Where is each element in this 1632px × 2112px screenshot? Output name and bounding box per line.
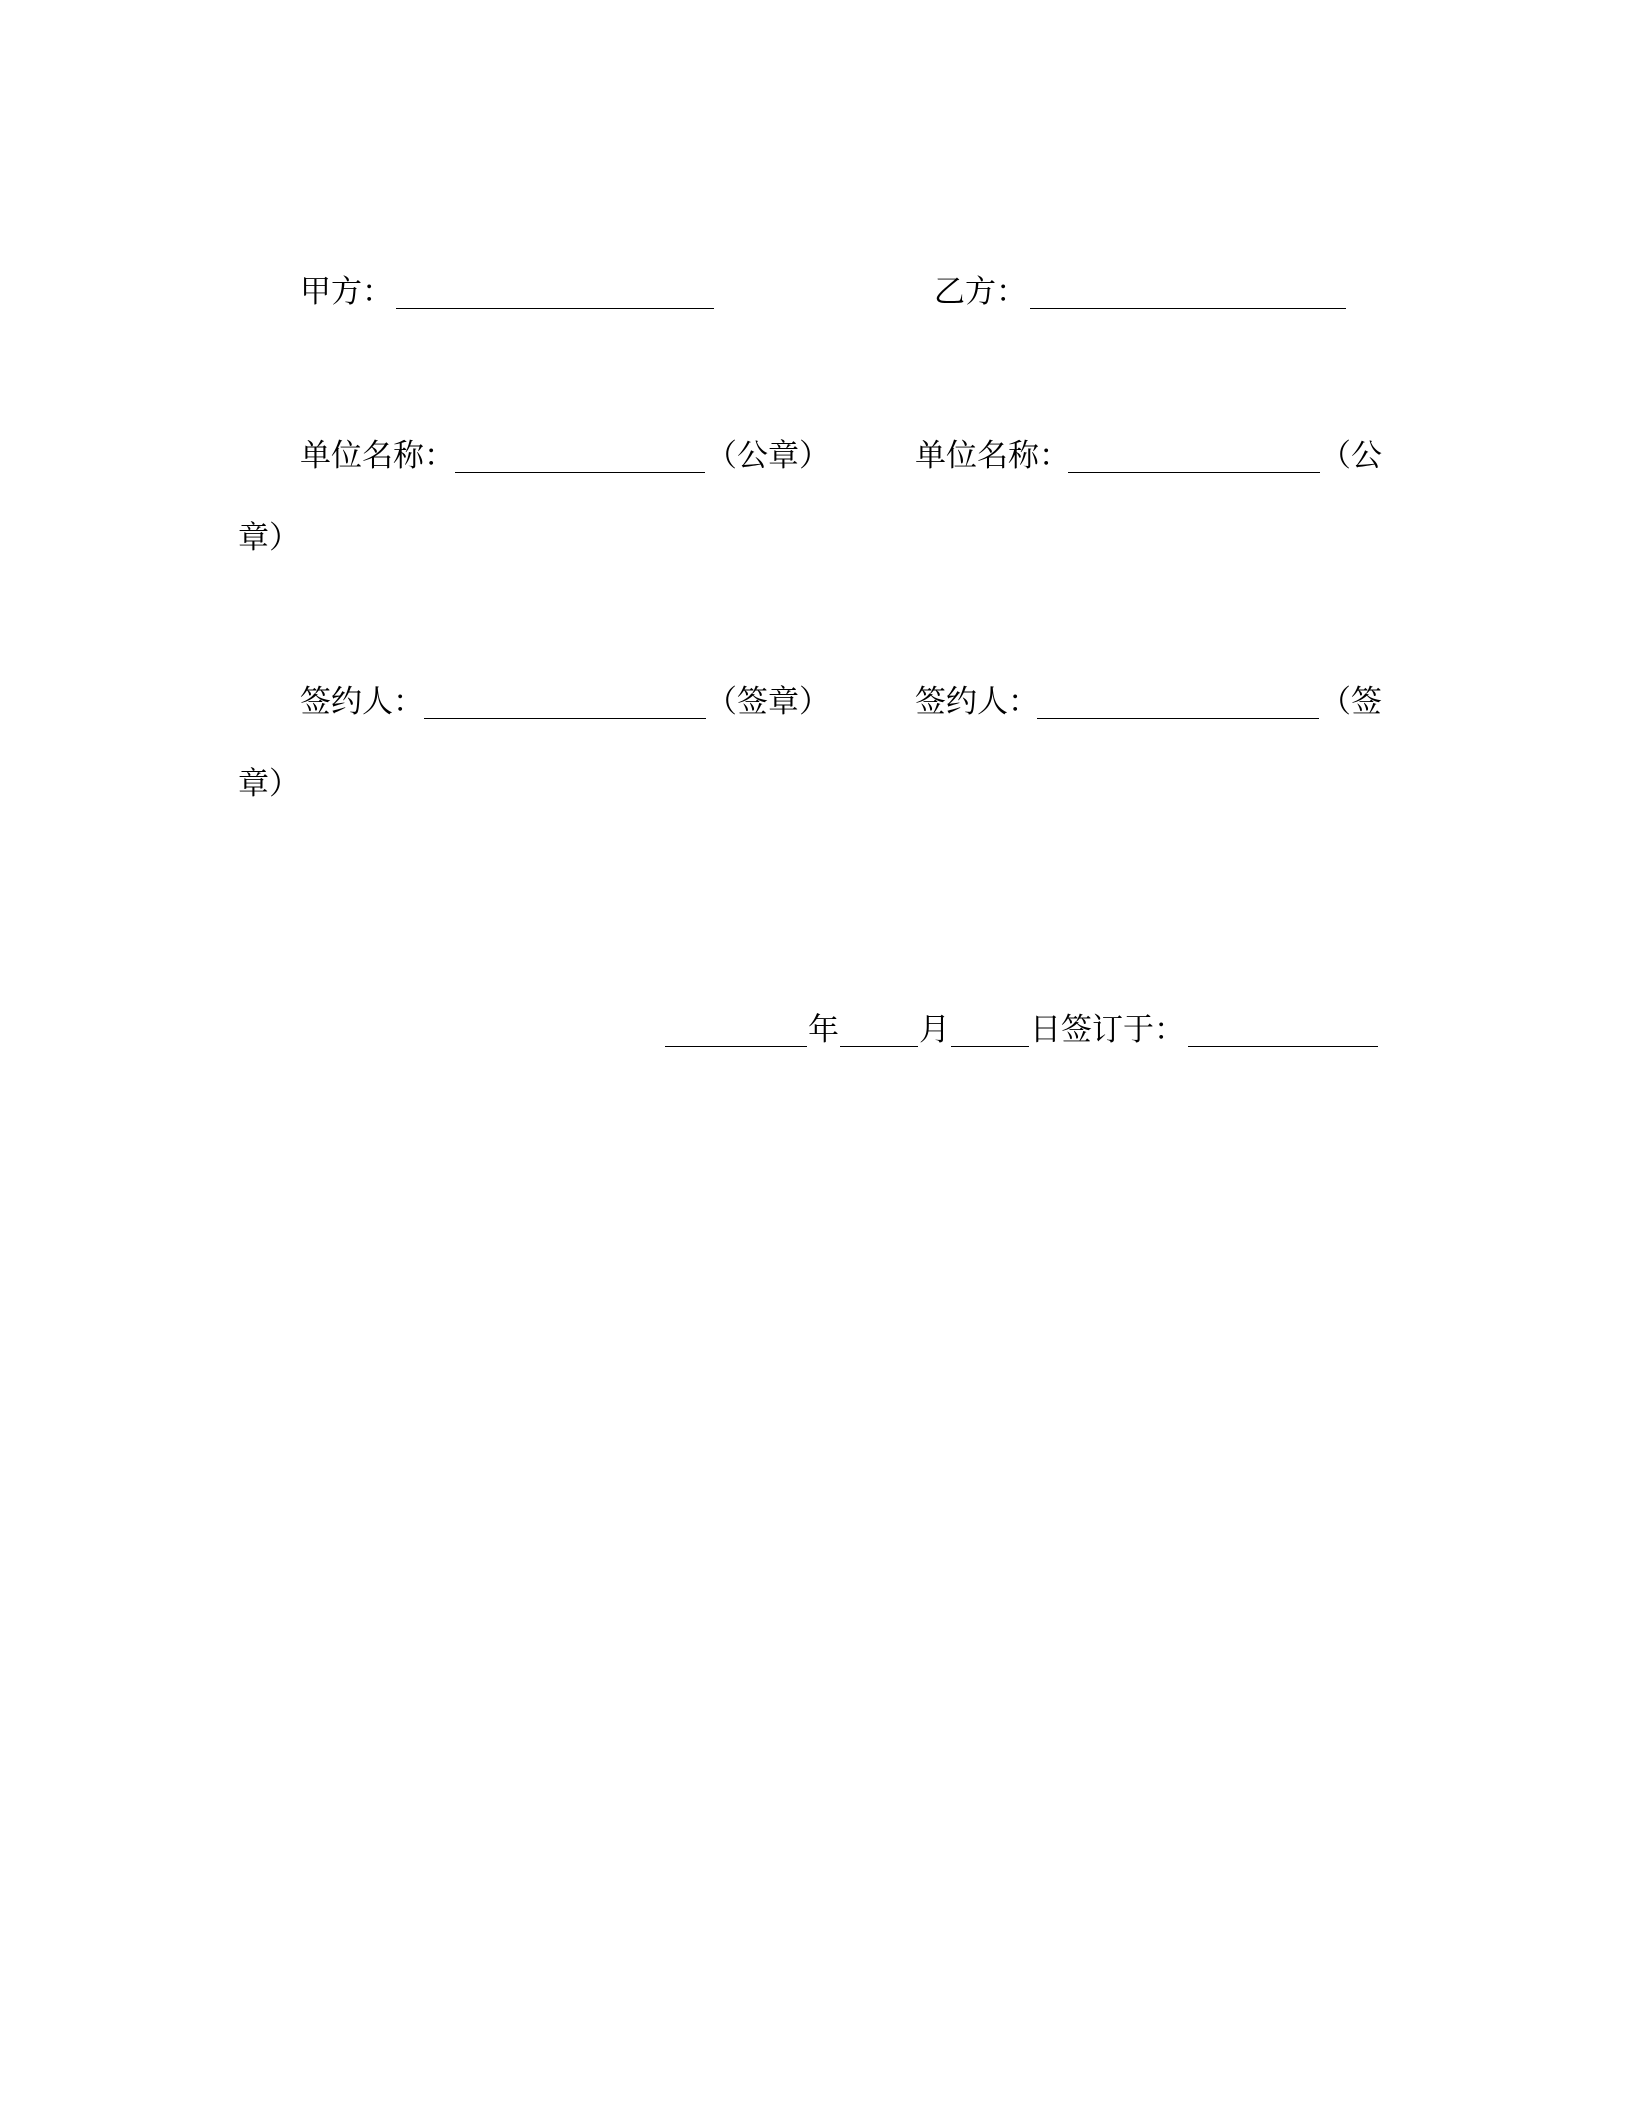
party-b-unit-blank[interactable]	[1068, 472, 1320, 473]
party-b-unit-seal-note: （公	[1320, 438, 1382, 474]
party-b-unit-label: 单位名称：	[915, 438, 1070, 474]
party-a-unit-blank[interactable]	[455, 472, 705, 473]
party-a-blank[interactable]	[396, 308, 714, 309]
party-b-signer-label: 签约人：	[915, 684, 1039, 720]
day-blank[interactable]	[951, 1046, 1029, 1047]
party-a-unit-label: 单位名称：	[300, 438, 455, 474]
party-b-label: 乙方：	[934, 274, 1027, 310]
year-blank[interactable]	[665, 1046, 807, 1047]
party-b-blank[interactable]	[1030, 308, 1346, 309]
year-label: 年	[808, 1012, 839, 1048]
month-label: 月	[919, 1012, 950, 1048]
signer-seal-note-wrap: 章）	[238, 766, 300, 802]
party-b-signer-blank[interactable]	[1037, 718, 1319, 719]
month-blank[interactable]	[840, 1046, 918, 1047]
party-a-signer-seal-note: （签章）	[706, 684, 830, 720]
unit-seal-note-wrap: 章）	[238, 520, 300, 556]
party-b-signer-seal-note: （签	[1320, 684, 1382, 720]
party-a-unit-seal-note: （公章）	[706, 438, 830, 474]
signing-place-blank[interactable]	[1188, 1046, 1378, 1047]
day-signed-at-label: 日签订于：	[1030, 1012, 1185, 1048]
party-a-signer-blank[interactable]	[424, 718, 706, 719]
party-a-signer-label: 签约人：	[300, 684, 424, 720]
party-a-label: 甲方：	[300, 274, 393, 310]
